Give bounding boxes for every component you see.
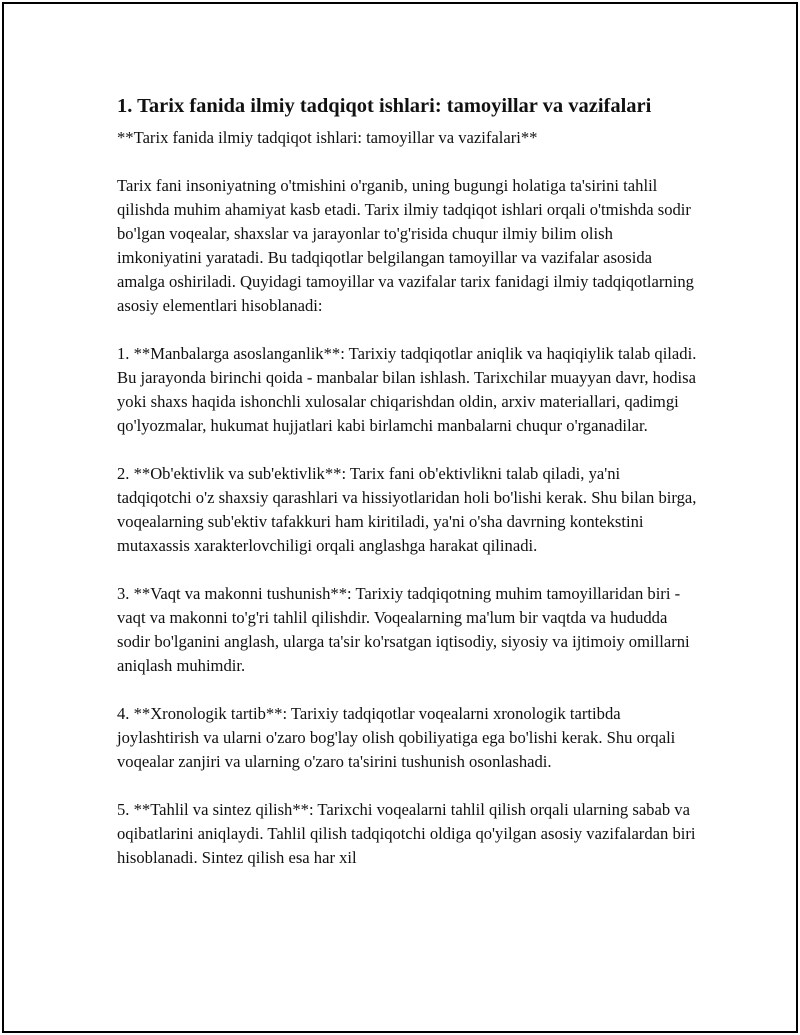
paragraph-principle-5: 5. **Tahlil va sintez qilish**: Tarixchi voqealarni tahlil qilish orqali ularning sabab va oqibatlarini aniqlaydi. Tahlil qilish tadqiqotchi oldiga qo'yilgan asosiy vazifalardan biri hisoblanadi. Sintez qilish esa har xil: [117, 800, 696, 867]
paragraph-intro: Tarix fani insoniyatning o'tmishini o'rganib, uning bugungi holatiga ta'sirini tahlil qilishda muhim ahamiyat kasb etadi. Tarix ilmiy tadqiqot ishlari orqali o'tmishda sodir bo'lgan voqealar, shaxslar va jarayonlar to'g'risida chuqur ilmiy bilim olish imkoniyatini yaratadi. Bu tadqiqotlar belgilangan tamoyillar va vazifalar asosida amalga oshiriladi. Quyidagi tamoyillar va vazifalar tarix fanidagi ilmiy tadqiqotlarning asosiy elementlari hisoblanadi:: [117, 176, 694, 315]
document-body: [117, 93, 697, 894]
paragraph-principle-1: 1. **Manbalarga asoslanganlik**: Tarixiy tadqiqotlar aniqlik va haqiqiylik talab qiladi. Bu jarayonda birinchi qoida - manbalar bilan ishlash. Tarixchilar muayyan davr, hodisa yoki shaxs haqida ishonchli xulosalar chiqarishdan oldin, arxiv materiallari, qadimgi qo'lyozmalar, hukumat hujjatlari kabi birlamchi manbalarni chuqur o'rganadilar.: [117, 344, 697, 435]
paragraph-principle-3: 3. **Vaqt va makonni tushunish**: Tarixiy tadqiqotning muhim tamoyillaridan biri - vaqt va makonni to'g'ri tahlil qilishdir. Voqealarning ma'lum bir vaqtda va hududda sodir bo'lganini anglash, ularga ta'sir ko'rsatgan iqtisodiy, siyosiy va ijtimoiy omillarni aniqlash muhimdir.: [117, 584, 690, 675]
paragraph-principle-4: 4. **Xronologik tartib**: Tarixiy tadqiqotlar voqealarni xronologik tartibda joylashtirish va ularni o'zaro bog'lay olish qobiliyatiga ega bo'lishi kerak. Shu orqali voqealar zanjiri va ularning o'zaro ta'sirini tushunish osonlashadi.: [117, 704, 676, 771]
paragraph-principle-2: 2. **Ob'ektivlik va sub'ektivlik**: Tarix fani ob'ektivlikni talab qiladi, ya'ni tadqiqotchi o'z shaxsiy qarashlari va hissiyotlaridan holi bo'lishi kerak. Shu bilan birga, voqealarning sub'ektiv tafakkuri ham kiritiladi, ya'ni o'sha davrning kontekstini mutaxassis xarakterlovchiligi orqali anglashga harakat qilinadi.: [117, 464, 697, 555]
paragraph-subtitle: **Tarix fanida ilmiy tadqiqot ishlari: tamoyillar va vazifalari**: [117, 128, 538, 147]
document-title: 1. Tarix fanida ilmiy tadqiqot ishlari: tamoyillar va vazifalari: [117, 95, 652, 117]
